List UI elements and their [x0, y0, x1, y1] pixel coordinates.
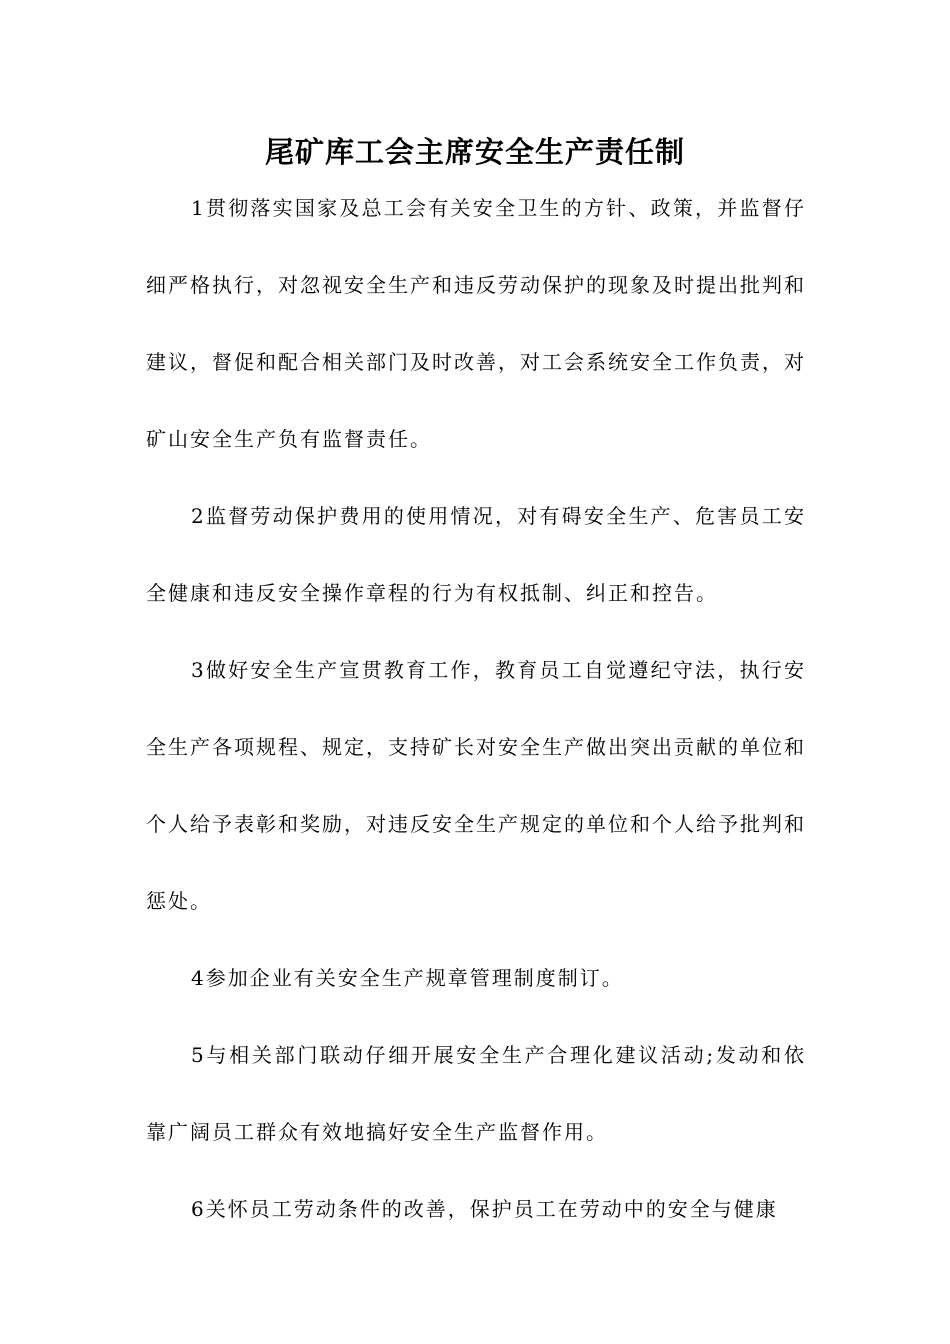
paragraph-1: 1贯彻落实国家及总工会有关安全卫生的方针、政策，并监督仔细严格执行，对忽视安全生产和违反劳动保护的现象及时提出批判和建议，督促和配合相关部门及时改善，对工会系统安全工作负责，对矿山安全生产负有监督责任。: [146, 196, 806, 451]
paragraph-2: 2监督劳动保护费用的使用情况，对有碍安全生产、危害员工安全健康和违反安全操作章程的行为有权抵制、纠正和控告。: [146, 504, 806, 605]
paragraph-4: 4参加企业有关安全生产规章管理制度制订。: [191, 966, 624, 990]
document-body: [146, 170, 806, 1248]
paragraph-3: 3做好安全生产宣贯教育工作，教育员工自觉遵纪守法，执行安全生产各项规程、规定，支持矿长对安全生产做出突出贡献的单位和个人给予表彰和奖励，对违反安全生产规定的单位和个人给予批判和惩处。: [146, 658, 806, 913]
paragraph-5: 5与相关部门联动仔细开展安全生产合理化建议活动;发动和依靠广阔员工群众有效地搞好安全生产监督作用。: [146, 1043, 806, 1144]
document-title: 尾矿库工会主席安全生产责任制: [264, 135, 685, 169]
paragraph-6: 6关怀员工劳动条件的改善，保护员工在劳动中的安全与健康: [191, 1197, 778, 1221]
